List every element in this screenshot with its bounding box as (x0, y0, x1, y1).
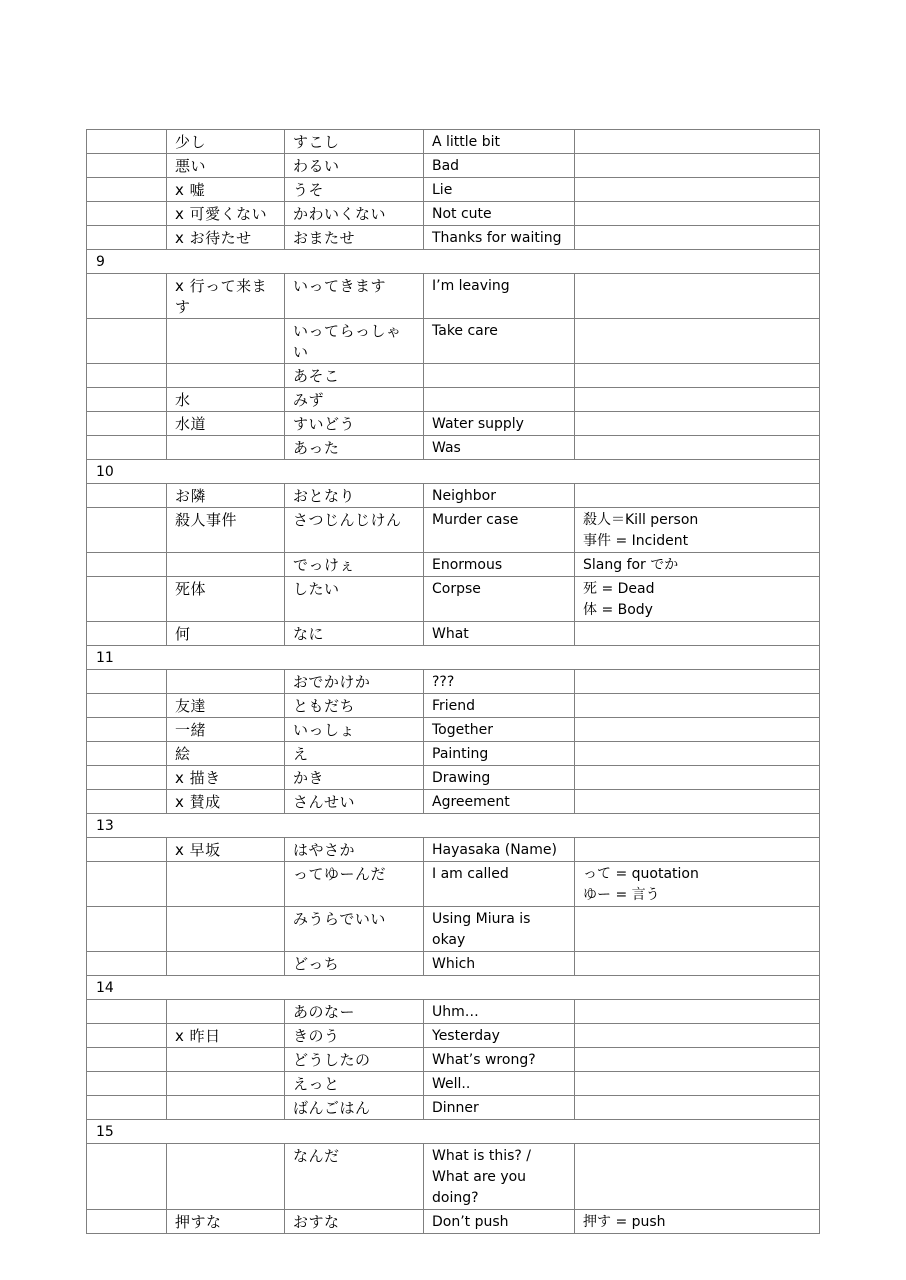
english-cell: I’m leaving (424, 274, 575, 319)
table-row (87, 319, 820, 364)
english-cell: Friend (424, 694, 575, 718)
kana-cell: すこし (285, 130, 424, 154)
kanji-cell: x 行って来ます (167, 274, 285, 319)
kana-cell: きのう (285, 1024, 424, 1048)
section-row (87, 460, 820, 484)
kana-cell: え (285, 742, 424, 766)
table-row (87, 622, 820, 646)
section-row (87, 976, 820, 1000)
note-cell (575, 319, 820, 364)
kana-cell: さんせい (285, 790, 424, 814)
table-row (87, 274, 820, 319)
kanji-cell: 死体 (167, 577, 285, 622)
kana-cell: おでかけか (285, 670, 424, 694)
note-cell (575, 694, 820, 718)
kana-cell: かわいくない (285, 202, 424, 226)
kana-cell: どっち (285, 952, 424, 976)
kanji-cell: 一緒 (167, 718, 285, 742)
table-row (87, 508, 820, 553)
blank-cell (87, 622, 167, 646)
blank-cell (87, 508, 167, 553)
english-cell: Hayasaka (Name) (424, 838, 575, 862)
note-cell (575, 766, 820, 790)
table-row (87, 718, 820, 742)
blank-cell (87, 1144, 167, 1210)
section-number: 13 (87, 814, 820, 838)
english-cell (424, 388, 575, 412)
kana-cell: なんだ (285, 1144, 424, 1210)
english-cell: What’s wrong? (424, 1048, 575, 1072)
kanji-cell: x 嘘 (167, 178, 285, 202)
note-cell (575, 742, 820, 766)
kana-cell: いってきます (285, 274, 424, 319)
section-number: 11 (87, 646, 820, 670)
kanji-cell (167, 952, 285, 976)
kana-cell: あそこ (285, 364, 424, 388)
section-number: 15 (87, 1120, 820, 1144)
english-cell: Was (424, 436, 575, 460)
blank-cell (87, 694, 167, 718)
blank-cell (87, 178, 167, 202)
table-row (87, 1210, 820, 1234)
english-cell: Neighbor (424, 484, 575, 508)
note-cell: 殺人＝Kill person 事件 = Incident (575, 508, 820, 553)
blank-cell (87, 388, 167, 412)
english-cell: Using Miura is okay (424, 907, 575, 952)
section-row (87, 814, 820, 838)
blank-cell (87, 1024, 167, 1048)
note-cell (575, 484, 820, 508)
table-row (87, 766, 820, 790)
table-row (87, 1024, 820, 1048)
table-row (87, 202, 820, 226)
note-cell (575, 412, 820, 436)
english-cell: What (424, 622, 575, 646)
kana-cell: いっしょ (285, 718, 424, 742)
kana-cell: でっけぇ (285, 553, 424, 577)
table-row (87, 412, 820, 436)
kanji-cell (167, 553, 285, 577)
table-row (87, 742, 820, 766)
english-cell: Thanks for waiting (424, 226, 575, 250)
table-row (87, 226, 820, 250)
kana-cell: かき (285, 766, 424, 790)
note-cell (575, 274, 820, 319)
note-cell (575, 202, 820, 226)
note-cell (575, 907, 820, 952)
table-row (87, 436, 820, 460)
english-cell: Which (424, 952, 575, 976)
table-row (87, 1144, 820, 1210)
kanji-cell (167, 1072, 285, 1096)
note-cell (575, 952, 820, 976)
section-number: 14 (87, 976, 820, 1000)
kana-cell: どうしたの (285, 1048, 424, 1072)
note-cell (575, 364, 820, 388)
note-cell: 死 = Dead 体 = Body (575, 577, 820, 622)
kanji-cell (167, 862, 285, 907)
blank-cell (87, 577, 167, 622)
blank-cell (87, 1096, 167, 1120)
note-cell (575, 226, 820, 250)
kana-cell: うそ (285, 178, 424, 202)
note-cell (575, 1096, 820, 1120)
kanji-cell: 悪い (167, 154, 285, 178)
table-row (87, 790, 820, 814)
kanji-cell: x 昨日 (167, 1024, 285, 1048)
blank-cell (87, 226, 167, 250)
note-cell (575, 436, 820, 460)
kana-cell: したい (285, 577, 424, 622)
blank-cell (87, 838, 167, 862)
blank-cell (87, 130, 167, 154)
kanji-cell: x 早坂 (167, 838, 285, 862)
blank-cell (87, 670, 167, 694)
english-cell: Take care (424, 319, 575, 364)
english-cell: Uhm… (424, 1000, 575, 1024)
english-cell: Well.. (424, 1072, 575, 1096)
note-cell (575, 1048, 820, 1072)
table-row (87, 178, 820, 202)
table-row (87, 388, 820, 412)
english-cell: What is this? / What are you doing? (424, 1144, 575, 1210)
section-number: 9 (87, 250, 820, 274)
kanji-cell: お隣 (167, 484, 285, 508)
kanji-cell: x 可愛くない (167, 202, 285, 226)
blank-cell (87, 1000, 167, 1024)
kanji-cell: 水道 (167, 412, 285, 436)
note-cell (575, 1072, 820, 1096)
note-cell (575, 1144, 820, 1210)
english-cell: Dinner (424, 1096, 575, 1120)
note-cell (575, 178, 820, 202)
table-row (87, 694, 820, 718)
kanji-cell (167, 1144, 285, 1210)
kanji-cell (167, 436, 285, 460)
blank-cell (87, 553, 167, 577)
blank-cell (87, 364, 167, 388)
note-cell (575, 154, 820, 178)
english-cell: Yesterday (424, 1024, 575, 1048)
kanji-cell (167, 1000, 285, 1024)
table-row (87, 130, 820, 154)
kana-cell: ばんごはん (285, 1096, 424, 1120)
table-row (87, 1072, 820, 1096)
note-cell: って = quotation ゆー = 言う (575, 862, 820, 907)
kana-cell: わるい (285, 154, 424, 178)
blank-cell (87, 1072, 167, 1096)
kanji-cell: 少し (167, 130, 285, 154)
kana-cell: ともだち (285, 694, 424, 718)
section-number: 10 (87, 460, 820, 484)
blank-cell (87, 766, 167, 790)
blank-cell (87, 718, 167, 742)
kanji-cell: 何 (167, 622, 285, 646)
kana-cell: えっと (285, 1072, 424, 1096)
table-row (87, 154, 820, 178)
english-cell: ??? (424, 670, 575, 694)
note-cell (575, 838, 820, 862)
kanji-cell: 殺人事件 (167, 508, 285, 553)
kana-cell: いってらっしゃい (285, 319, 424, 364)
kana-cell: すいどう (285, 412, 424, 436)
kana-cell: おまたせ (285, 226, 424, 250)
note-cell (575, 670, 820, 694)
english-cell: Drawing (424, 766, 575, 790)
table-row (87, 364, 820, 388)
english-cell: Don’t push (424, 1210, 575, 1234)
kana-cell: みうらでいい (285, 907, 424, 952)
kana-cell: さつじんじけん (285, 508, 424, 553)
kana-cell: おすな (285, 1210, 424, 1234)
table-row (87, 484, 820, 508)
table-row (87, 553, 820, 577)
english-cell: Agreement (424, 790, 575, 814)
kanji-cell (167, 670, 285, 694)
blank-cell (87, 952, 167, 976)
kanji-cell (167, 319, 285, 364)
kanji-cell (167, 907, 285, 952)
kana-cell: あった (285, 436, 424, 460)
blank-cell (87, 862, 167, 907)
section-row (87, 646, 820, 670)
blank-cell (87, 1210, 167, 1234)
kana-cell: なに (285, 622, 424, 646)
kana-cell: はやさか (285, 838, 424, 862)
note-cell: 押す = push (575, 1210, 820, 1234)
blank-cell (87, 1048, 167, 1072)
table-row (87, 670, 820, 694)
table-row (87, 838, 820, 862)
kanji-cell (167, 1048, 285, 1072)
kana-cell: あのなー (285, 1000, 424, 1024)
english-cell: Murder case (424, 508, 575, 553)
note-cell (575, 130, 820, 154)
kana-cell: おとなり (285, 484, 424, 508)
table-row (87, 862, 820, 907)
note-cell (575, 718, 820, 742)
vocabulary-table-body (87, 130, 820, 1234)
english-cell: A little bit (424, 130, 575, 154)
kanji-cell: x お待たせ (167, 226, 285, 250)
blank-cell (87, 202, 167, 226)
english-cell: Enormous (424, 553, 575, 577)
blank-cell (87, 412, 167, 436)
kanji-cell: 友達 (167, 694, 285, 718)
table-row (87, 952, 820, 976)
english-cell: Lie (424, 178, 575, 202)
section-row (87, 1120, 820, 1144)
kanji-cell: 絵 (167, 742, 285, 766)
note-cell (575, 622, 820, 646)
note-cell (575, 1024, 820, 1048)
english-cell: Not cute (424, 202, 575, 226)
table-row (87, 1096, 820, 1120)
english-cell: Corpse (424, 577, 575, 622)
english-cell: Painting (424, 742, 575, 766)
note-cell (575, 790, 820, 814)
kanji-cell: x 描き (167, 766, 285, 790)
kanji-cell (167, 364, 285, 388)
note-cell: Slang for でか (575, 553, 820, 577)
blank-cell (87, 319, 167, 364)
kana-cell: ってゆーんだ (285, 862, 424, 907)
blank-cell (87, 274, 167, 319)
note-cell (575, 1000, 820, 1024)
kanji-cell (167, 1096, 285, 1120)
blank-cell (87, 484, 167, 508)
english-cell (424, 364, 575, 388)
vocabulary-table (86, 129, 820, 1234)
section-row (87, 250, 820, 274)
table-row (87, 1048, 820, 1072)
english-cell: Water supply (424, 412, 575, 436)
note-cell (575, 388, 820, 412)
table-row (87, 577, 820, 622)
blank-cell (87, 790, 167, 814)
table-row (87, 907, 820, 952)
blank-cell (87, 154, 167, 178)
kana-cell: みず (285, 388, 424, 412)
blank-cell (87, 907, 167, 952)
table-row (87, 1000, 820, 1024)
kanji-cell: 押すな (167, 1210, 285, 1234)
blank-cell (87, 742, 167, 766)
english-cell: I am called (424, 862, 575, 907)
kanji-cell: 水 (167, 388, 285, 412)
blank-cell (87, 436, 167, 460)
english-cell: Together (424, 718, 575, 742)
kanji-cell: x 賛成 (167, 790, 285, 814)
english-cell: Bad (424, 154, 575, 178)
